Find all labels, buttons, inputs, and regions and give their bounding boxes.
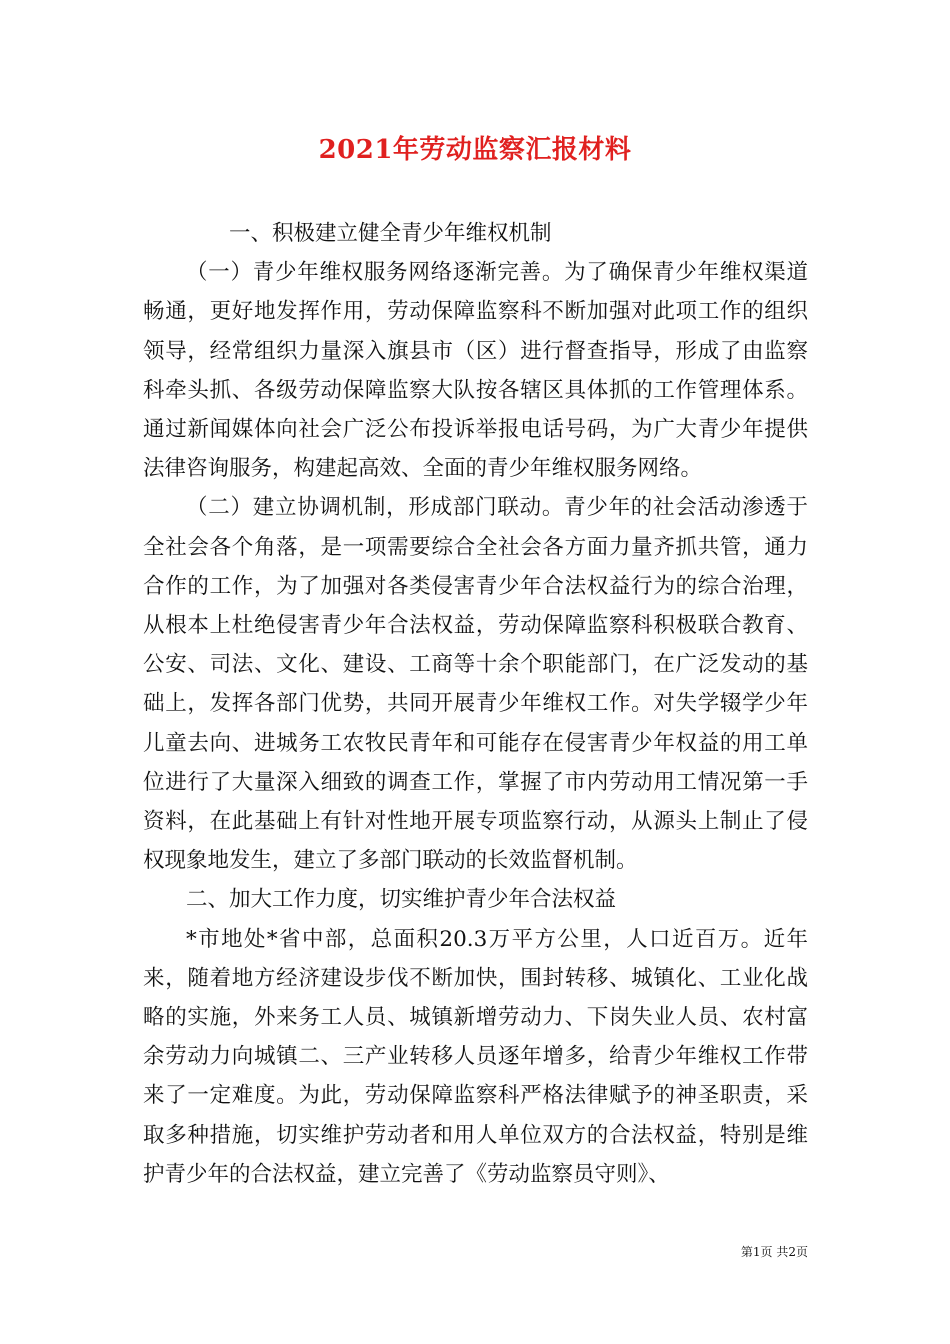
paragraph-service-network: （一）青少年维权服务网络逐渐完善。为了确保青少年维权渠道畅通，更好地发挥作用，劳动保障监察科不断加强对此项工作的组织领导，经常组织力量深入旗县市（区）进行督查指导，形成了由监察科牵头抓、各级劳动保障监察大队按各辖区具体抓的工作管理体系。通过新闻媒体向社会广泛公布投诉举报电话号码，为广大青少年提供法律咨询服务，构建起高效、全面的青少年维权服务网络。 bbox=[143, 260, 808, 482]
document-body bbox=[143, 214, 808, 1194]
document-title: 2021年劳动监察汇报材料 bbox=[318, 135, 632, 165]
paragraph-coordination-mechanism: （二）建立协调机制，形成部门联动。青少年的社会活动渗透于全社会各个角落，是一项需要综合全社会各方面力量齐抓共管，通力合作的工作，为了加强对各类侵害青少年合法权益行为的综合治理，从根本上杜绝侵害青少年合法权益，劳动保障监察科积极联合教育、公安、司法、文化、建设、工商等十余个职能部门，在广泛发动的基础上，发挥各部门优势，共同开展青少年维权工作。对失学辍学少年儿童去向、进城务工农牧民青年和可能存在侵害青少年权益的用工单位进行了大量深入细致的调查工作，掌握了市内劳动用工情况第一手资料，在此基础上有针对性地开展专项监察行动，从源头上制止了侵权现象地发生，建立了多部门联动的长效监督机制。 bbox=[143, 495, 808, 874]
page-number: 第1页 共2页 bbox=[740, 1245, 808, 1259]
paragraph-city-overview: *市地处*省中部，总面积20.3万平方公里，人口近百万。近年来，随着地方经济建设步伐不断加快，围封转移、城镇化、工业化战略的实施，外来务工人员、城镇新增劳动力、下岗失业人员、农村富余劳动力向城镇二、三产业转移人员逐年增多，给青少年维权工作带来了一定难度。为此，劳动保障监察科严格法律赋予的神圣职责，采取多种措施，切实维护劳动者和用人单位双方的合法权益，特别是维护青少年的合法权益，建立完善了《劳动监察员守则》、 bbox=[143, 926, 808, 1187]
section-heading-1: 一、积极建立健全青少年维权机制 bbox=[229, 221, 552, 246]
section-heading-2: 二、加大工作力度，切实维护青少年合法权益 bbox=[186, 887, 617, 913]
